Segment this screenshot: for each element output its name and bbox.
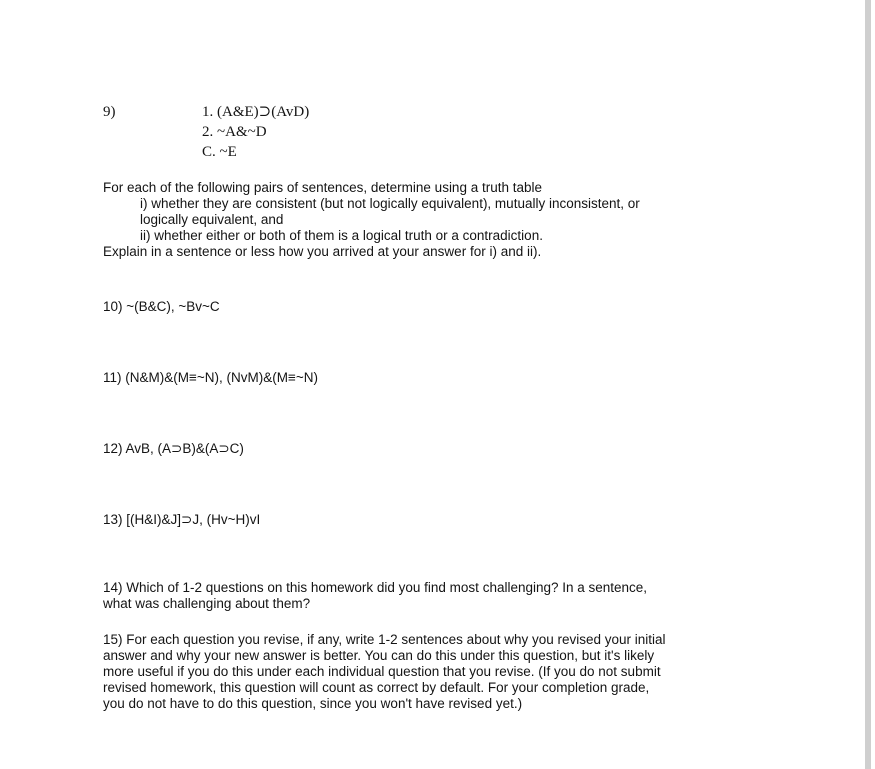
- question-14-line2: what was challenging about them?: [103, 596, 311, 611]
- instructions-item-i-line1: i) whether they are consistent (but not logically equivalent), mutually inconsistent, or: [140, 196, 640, 211]
- question-13: 13) [(H&I)&J]⊃J, (Hv~H)vI: [103, 512, 261, 527]
- question-12: 12) AvB, (A⊃B)&(A⊃C): [103, 441, 244, 456]
- problem-9-premises: [202, 102, 309, 162]
- instructions-block: [103, 180, 640, 260]
- conclusion: C. ~E: [202, 144, 237, 160]
- question-15-line2: answer and why your new answer is better. You can do this under this question, but it's likely: [103, 648, 655, 663]
- question-15-line3: more useful if you do this under each individual question that you revise. (If you do not submit: [103, 664, 661, 679]
- instructions-explain: Explain in a sentence or less how you arrived at your answer for i) and ii).: [103, 244, 542, 259]
- premise-1: 1. (A&E)⊃(AvD): [202, 104, 310, 120]
- question-15-line5: you do not have to do this question, since you won't have revised yet.): [103, 696, 523, 711]
- instructions-item-ii: ii) whether either or both of them is a logical truth or a contradiction.: [140, 228, 543, 243]
- page-edge-bar: [865, 0, 871, 769]
- question-15-line4: revised homework, this question will count as correct by default. For your completion grade,: [103, 680, 650, 695]
- problem-9-number: 9): [103, 104, 116, 120]
- question-15-line1: 15) For each question you revise, if any, write 1-2 sentences about why you revised your initial: [103, 632, 666, 647]
- question-15: [103, 632, 666, 712]
- question-14: [103, 580, 647, 612]
- instructions-item-i-line2: logically equivalent, and: [140, 212, 284, 227]
- premise-2: 2. ~A&~D: [202, 124, 267, 140]
- question-10: 10) ~(B&C), ~Bv~C: [103, 299, 220, 314]
- question-14-line1: 14) Which of 1-2 questions on this homework did you find most challenging? In a sentence,: [103, 580, 648, 595]
- question-11: 11) (N&M)&(M≡~N), (NvM)&(M≡~N): [103, 370, 318, 385]
- instructions-lead: For each of the following pairs of sentences, determine using a truth table: [103, 180, 543, 195]
